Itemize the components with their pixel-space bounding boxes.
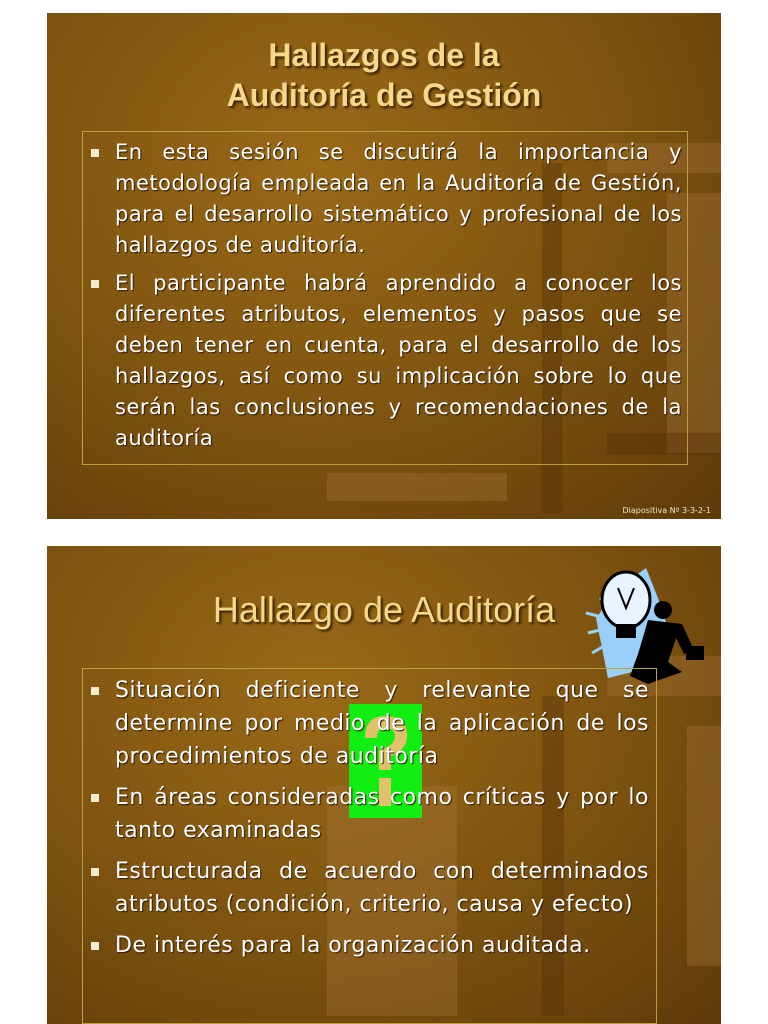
- slide-1-title: [47, 35, 721, 115]
- square-bullet-icon: [91, 942, 99, 950]
- slide-2-content-box: [82, 668, 657, 1024]
- square-bullet-icon: [91, 687, 99, 695]
- title-line-1: Hallazgos de la: [268, 37, 500, 73]
- slide-2: [47, 546, 721, 1024]
- list-item: [83, 268, 682, 454]
- square-bullet-icon: [91, 280, 99, 288]
- slide-1-content-box: [82, 131, 688, 465]
- list-item-text: En esta sesión se discutirá la importancia y metodología empleada en la Auditoría de Gestión, para el desarrollo sistemático y profesional de los hallazgos de auditoría.: [115, 140, 682, 257]
- square-bullet-icon: [91, 149, 99, 157]
- background-decoration: [327, 473, 507, 501]
- background-decoration: [687, 726, 721, 966]
- list-item-text: Situación deficiente y relevante que se determine por medio de la aplicación de los procedimientos de auditoría: [115, 678, 649, 769]
- list-item-text: En áreas consideradas como críticas y por lo tanto examinadas: [115, 785, 649, 843]
- bullet-list: [83, 137, 682, 454]
- list-item-text: Estructurada de acuerdo con determinados atributos (condición, criterio, causa y efecto): [115, 859, 649, 917]
- square-bullet-icon: [91, 794, 99, 802]
- list-item: [83, 855, 649, 921]
- slide-number: Diapositiva Nº 3-3-2-1: [622, 506, 711, 515]
- title-line-2: Auditoría de Gestión: [226, 77, 542, 113]
- bullet-list: [83, 674, 649, 962]
- list-item: [83, 929, 649, 962]
- slide-1: [47, 13, 721, 519]
- list-item-text: De interés para la organización auditada.: [115, 933, 591, 958]
- list-item: [83, 674, 649, 773]
- list-item: [83, 137, 682, 261]
- list-item-text: El participante habrá aprendido a conocer los diferentes atributos, elementos y pasos que se deben tener en cuenta, para el desarrollo de los hallazgos, así como su implicación sobre lo que serán las conclusiones y recomendaciones de la auditoría: [115, 271, 682, 450]
- list-item: [83, 781, 649, 847]
- slide-2-title: Hallazgo de Auditoría: [212, 589, 556, 630]
- square-bullet-icon: [91, 868, 99, 876]
